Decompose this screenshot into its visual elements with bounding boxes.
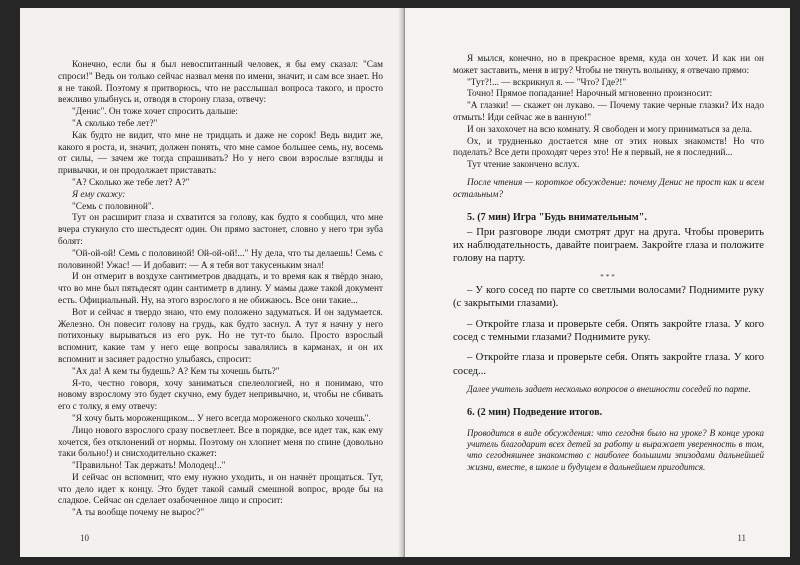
story-paragraph: "Ой-ой-ой! Семь с половиной! Ой-ой-ой!..." Ну дела, что ты делаешь! Семь с половиной! Ужас! — И добавит: — А я тебя вот такусеньким знал!	[58, 248, 383, 271]
separator-stars: ***	[600, 272, 617, 281]
story-paragraph: Лицо нового взрослого сразу посветлеет. Все в порядке, все идет так, как ему хочется, без отклонений от нормы. Поэтому он хлопнет меня по спине (довольно таки больно!) и снисходительно скажет:	[58, 425, 383, 460]
story-paragraph: Конечно, если бы я был невоспитанный человек, я бы ему сказал: "Сам спроси!" Ведь он только сейчас назвал меня по имени, значит, и сам все знает. Но я не такой. Поэтому я притворюсь, что не расслышал вопроса такого, и просто вежливо улыбнусь и, отводя в сторону глаза, отвечу:	[58, 60, 383, 106]
story-paragraph: Ох, и трудненько достается мне от этих новых знакомств! Но что поделать? Все дети проходят через это! Не я первый, не я последний...	[453, 136, 764, 159]
story-paragraph: "Тут?!... — вскрикнул я. — "Что? Где?!"	[467, 77, 627, 88]
story-paragraph: Я мылся, конечно, но в прекрасное время, куда он хочет. И как ни он может заставить, меня в игру? Чтобы не тянуть волынку, я отвечаю прямо:	[453, 54, 764, 76]
game-instructions	[453, 226, 764, 266]
story-paragraph: И он захохочет на всю комнату. Я свободен и могу приниматься за дела.	[467, 124, 752, 135]
story-paragraph: Точно! Прямое попадание! Нарочный мгновенно произносит:	[467, 89, 713, 100]
instruction-paragraph: – При разговоре люди смотрят друг на друга. Чтобы проверить их наблюдательность, давайте поиграем. Закройте глаза и положите голову на парту.	[453, 226, 764, 265]
left-page-text	[58, 60, 383, 520]
left-page-number: 10	[80, 533, 89, 543]
story-paragraph: Вот и сейчас я твердо знаю, что ему положено задуматься. И он задумается. Железно. Он повесит голову на грудь, как будто заснул. А тут я начну у него потихоньку вырываться из его рук. Но не тут-то было. Просто взрослый вспомнит, какие там у него еще вопросы завалялись в карманах, и он их вспомнит и засияет радостно улыбаясь, спросит:	[58, 307, 383, 365]
summary-italic-note: Проводится в виде обсуждения: что сегодня было на уроке? В конце урока учитель благодарит всех детей за работу и выражает уверенность в том, что сегодняшнее знакомство с наиболее большими эпизодами дальнейшей жизни, вместе, в школе и будущем в дальнейшем пригодится.	[467, 427, 764, 472]
right-book-page	[405, 8, 790, 557]
right-page-number: 11	[737, 533, 746, 543]
story-paragraph: Как будто не видит, что мне не тридцать и даже не сорок! Ведь видит же, какого я роста, и, значит, должен понять, что мне самое большее семь, ну, восемь от силы, — зачем же тогда спрашивать? Но у него свои взрослые взгляды и привычки, и он продолжает приставать:	[58, 130, 383, 177]
story-paragraph: "Денис". Он тоже хочет спросить дальше:	[72, 107, 238, 118]
left-book-page	[20, 8, 403, 557]
game-questions	[453, 284, 764, 378]
instruction-paragraph: – У кого сосед по парте со светлыми волосами? Поднимите руку (с закрытыми глазами).	[453, 284, 764, 310]
story-paragraph: Тут он расширит глаза и схватится за голову, как будто я сообщил, что мне вчера стукнуло сто шестьдесят один. Он прямо застонет, словно у него три зуба болят:	[58, 213, 383, 247]
story-paragraph: Тут чтение закончено вслух.	[467, 160, 580, 171]
story-paragraph: "Правильно! Так держать! Молодец!.."	[72, 461, 226, 472]
story-paragraph: "А? Сколько же тебе лет? А?"	[72, 177, 190, 188]
reading-italic-note: После чтения — короткое обсуждение: почему Денис не прост как и всем остальным?	[453, 177, 764, 200]
section-heading-summary: 6. (2 мин) Подведение итогов.	[467, 406, 603, 418]
story-paragraph: "А глазки! — скажет он лукаво. — Почему такие черные глазки? Их надо отмыть! Иди сейчас же в ванную!"	[453, 101, 764, 123]
story-paragraph: И сейчас он вспомнит, что ему нужно уходить, и он начнёт прощаться. Тут, что дело идет к концу. Это будет такой самый смешной вопрос, вроде бы на сладкое. Сейчас он сделает озабоченное лицо и спросит:	[58, 472, 383, 507]
right-page-intro-text	[453, 54, 764, 172]
instruction-paragraph: – Откройте глаза и проверьте себя. Опять закройте глаза. У кого сосед...	[453, 352, 764, 377]
section-heading-game: 5. (7 мин) Игра "Будь внимательным".	[467, 211, 647, 223]
instruction-paragraph: – Откройте глаза и проверьте себя. Опять закройте глаза. У кого сосед с темными глазами? Поднимите руку.	[453, 318, 764, 343]
story-paragraph: "Семь с половиной".	[72, 201, 155, 212]
game-italic-note: Далее учитель задает несколько вопросов о внешности соседей по парте.	[467, 384, 751, 395]
story-paragraph: И он отмерит в воздухе сантиметров двадцать, и то время как я твёрдо знаю, что во мне был пятьдесят один сантиметр в длину. У мамы даже такой документ есть. Официальный. Ну, на этого взрослого я не обижаюсь. Все они такие...	[58, 272, 383, 306]
story-paragraph: Я ему скажу:	[72, 189, 126, 200]
story-paragraph: "Ах да! А кем ты будешь? А? Кем ты хочешь быть?"	[72, 366, 280, 377]
story-paragraph: Я-то, честно говоря, хочу заниматься спелеологией, но я понимаю, что новому взрослому это будет скучно, ему будет непривычно, и, чтобы не сбивать его с толку, я ему отвечу:	[58, 378, 383, 413]
story-paragraph: "Я хочу быть мороженщиком... У него всегда мороженого сколько хочешь".	[72, 413, 371, 424]
story-paragraph: "А ты вообще почему не вырос?"	[72, 508, 205, 519]
story-paragraph: "А сколько тебе лет?"	[72, 118, 158, 129]
